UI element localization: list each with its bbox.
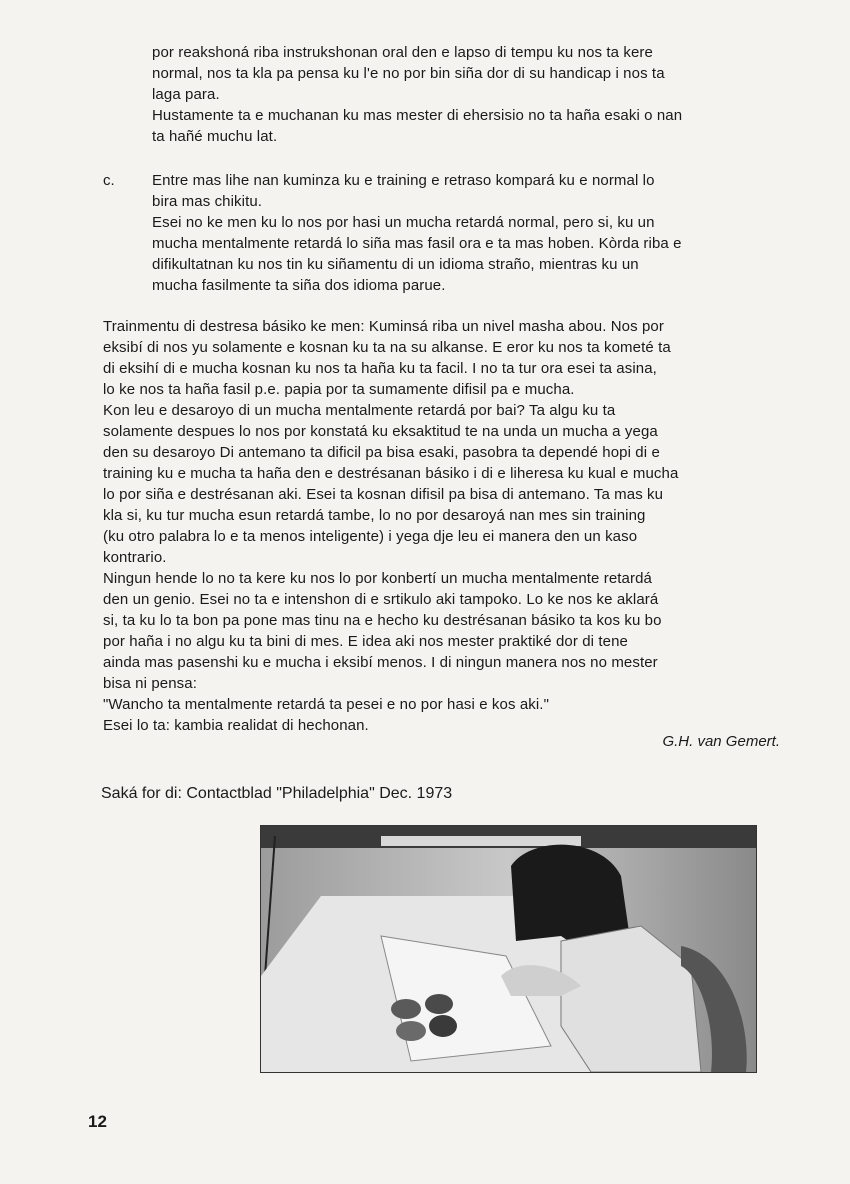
page-number: 12	[88, 1112, 107, 1131]
list-item-c	[152, 170, 792, 296]
author-signature: G.H. van Gemert.	[662, 733, 780, 750]
text-line: mucha mentalmente retardá lo siña mas fasil ora e ta mas hoben. Kòrda riba e	[152, 235, 682, 252]
photo-shape	[396, 1021, 426, 1041]
text-line: Esei lo ta: kambia realidat di hechonan.	[103, 717, 369, 734]
text-line: Kon leu e desaroyo di un mucha mentalmente retardá por bai? Ta algu ku ta	[103, 402, 616, 419]
text-line: lo ke nos ta haña fasil p.e. papia por ta sumamente difisil pa e mucha.	[103, 381, 575, 398]
text-line: laga para.	[152, 86, 220, 103]
text-line: por haña i no algu ku ta bini di mes. E idea aki nos mester praktiké dor di tene	[103, 633, 628, 650]
text-line: lo por siña e destrésanan aki. Esei ta kosnan difisil pa bisa di antemano. Ta mas ku	[103, 486, 664, 503]
photo-illustration	[261, 826, 756, 1072]
list-item-label: c.	[103, 172, 115, 189]
photo-shape	[429, 1015, 457, 1037]
text-line: kla si, ku tur mucha esun retardá tambe, lo no por desaroyá nan mes sin training	[103, 507, 646, 524]
text-line: den su desaroyo Di antemano ta dificil pa bisa esaki, pasobra ta dependé hopi di e	[103, 444, 660, 461]
text-line: Entre mas lihe nan kuminza ku e training e retraso kompará ku e normal lo	[152, 172, 655, 189]
top-paragraph	[152, 42, 792, 147]
text-line: Hustamente ta e muchanan ku mas mester di ehersisio no ta haña esaki o nan	[152, 107, 683, 124]
text-line: por reakshoná riba instrukshonan oral den e lapso di tempu ku nos ta kere	[152, 44, 653, 61]
text-line: Trainmentu di destresa básiko ke men: Kuminsá riba un nivel masha abou. Nos por	[103, 318, 664, 335]
text-line: bisa ni pensa:	[103, 675, 197, 692]
text-line: (ku otro palabra lo e ta menos inteligente) i yega dje leu ei manera den un kaso	[103, 528, 638, 545]
text-line: difikultatnan ku nos tin ku siñamentu di un idioma straño, mientras ku un	[152, 256, 639, 273]
text-line: si, ta ku lo ta bon pa pone mas tinu na e hecho ku destrésanan básiko ta kos ku bo	[103, 612, 662, 629]
text-line: bira mas chikitu.	[152, 193, 263, 210]
text-line: mucha fasilmente ta siña dos idioma parue.	[152, 277, 446, 294]
photo-child-drawing	[260, 825, 757, 1073]
text-line: normal, nos ta kla pa pensa ku l'e no por bin siña dor di su handicap i nos ta	[152, 65, 665, 82]
photo-shape	[391, 999, 421, 1019]
text-line: kontrario.	[103, 549, 167, 566]
text-line: den un genio. Esei no ta e intenshon di e srtikulo aki tampoko. Lo ke nos ke aklará	[103, 591, 659, 608]
text-line: ainda mas pasenshi ku e mucha i eksibí menos. I di ningun manera nos no mester	[103, 654, 658, 671]
text-line: di eksihí di e mucha kosnan ku nos ta haña ku ta facil. I no ta tur ora esei ta asina,	[103, 360, 657, 377]
photo-shape	[425, 994, 453, 1014]
text-line: solamente despues lo nos por konstatá ku eksaktitud te na unda un mucha a yega	[103, 423, 658, 440]
main-paragraph	[103, 316, 793, 736]
text-line: eksibí di nos yu solamente e kosnan ku ta na su alkanse. E eror ku nos ta kometé ta	[103, 339, 671, 356]
text-line: training ku e mucha ta haña den e destrésanan básiko i di e liheresa ku kual e mucha	[103, 465, 679, 482]
quote-line: "Wancho ta mentalmente retardá ta pesei e no por hasi e kos aki."	[103, 696, 549, 713]
text-line: ta hañé muchu lat.	[152, 128, 278, 145]
photo-shelf-strip	[381, 836, 581, 846]
source-citation: Saká for di: Contactblad "Philadelphia" Dec. 1973	[101, 785, 453, 802]
text-line: Ningun hende lo no ta kere ku nos lo por konbertí un mucha mentalmente retardá	[103, 570, 652, 587]
text-line: Esei no ke men ku lo nos por hasi un mucha retardá normal, pero si, ku un	[152, 214, 655, 231]
